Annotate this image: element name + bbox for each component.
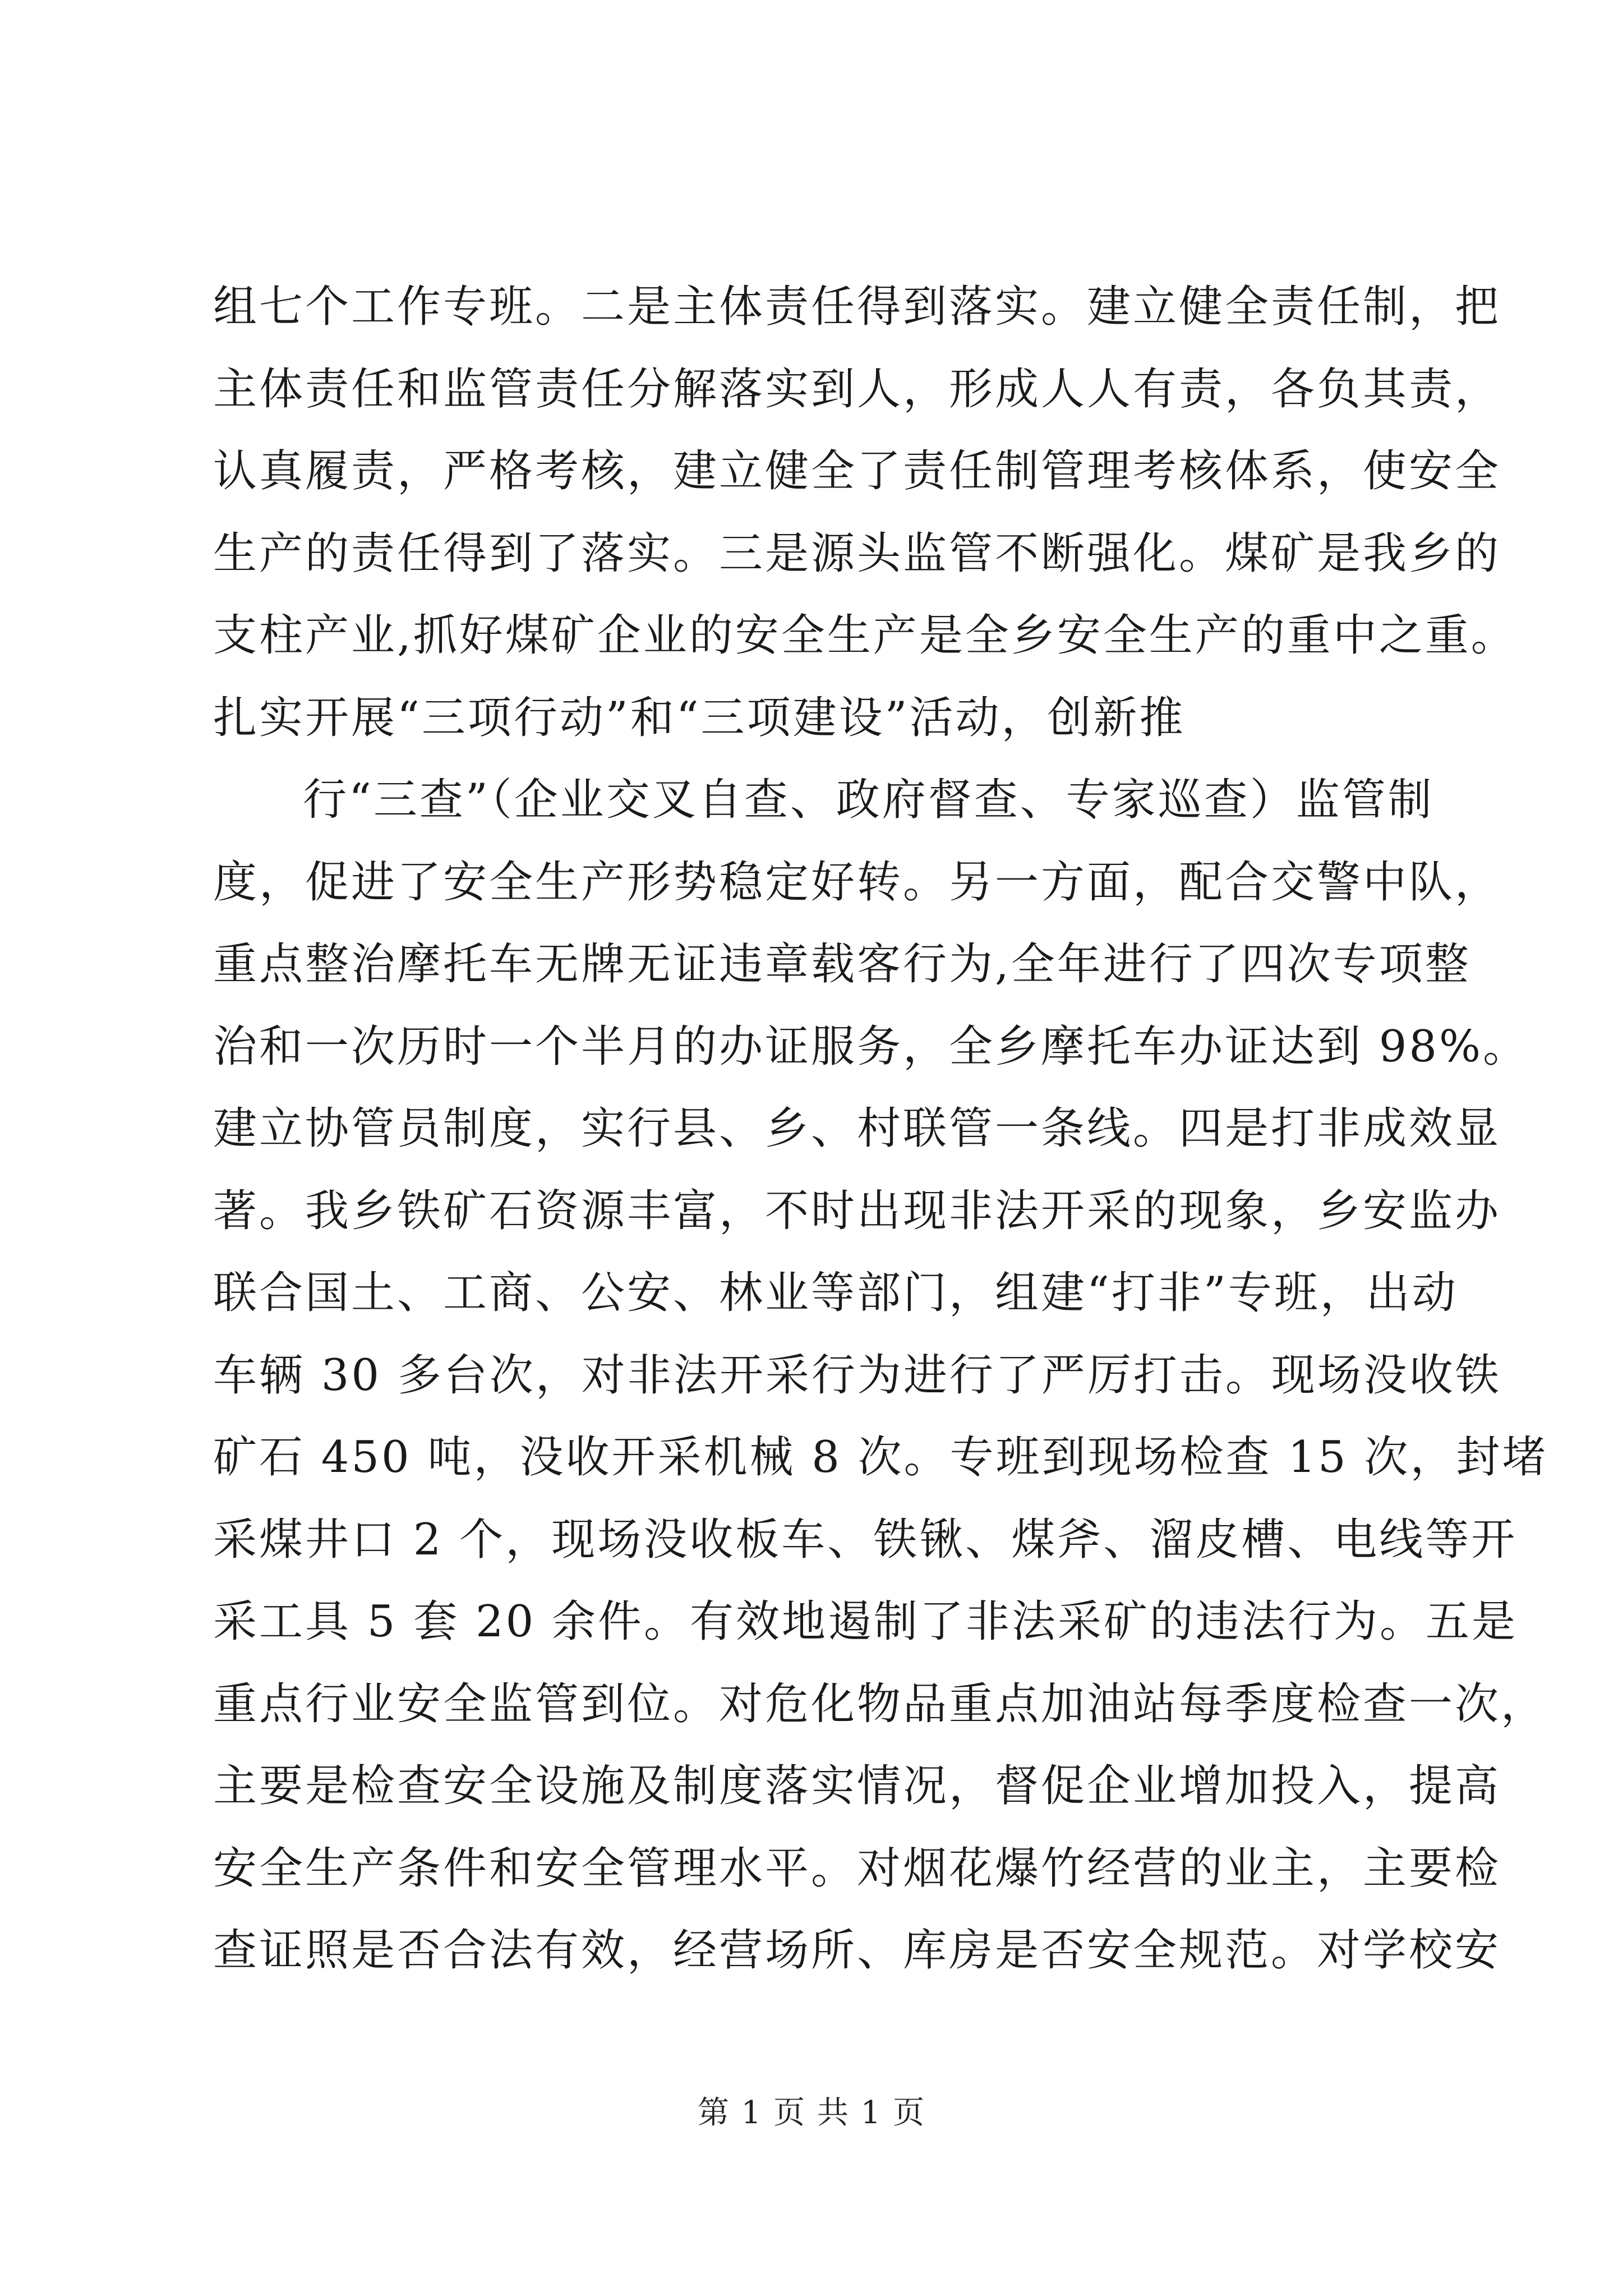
- text-line: 认真履责，严格考核，建立健全了责任制管理考核体系，使安全: [213, 446, 1501, 496]
- text-line: 采工具 5 套 20 余件。有效地遏制了非法采矿的违法行为。五是: [213, 1596, 1518, 1647]
- page-number-footer: 第 1 页 共 1 页: [697, 2095, 926, 2131]
- text-line: 主体责任和监管责任分解落实到人，形成人人有责，各负其责，: [213, 364, 1501, 415]
- body-text: [213, 266, 1548, 1992]
- text-line: 重点行业安全监管到位。对危化物品重点加油站每季度检查一次，: [213, 1678, 1547, 1729]
- text-line: 矿石 450 吨，没收开采机械 8 次。专班到现场检查 15 次，封堵: [213, 1432, 1548, 1483]
- text-line: 治和一次历时一个半月的办证服务，全乡摩托车办证达到 98%。: [213, 1021, 1529, 1072]
- text-line: 组七个工作专班。二是主体责任得到落实。建立健全责任制，把: [213, 282, 1501, 332]
- text-line: 建立协管员制度，实行县、乡、村联管一条线。四是打非成效显: [213, 1103, 1501, 1154]
- text-line: 著。我乡铁矿石资源丰富，不时出现非法开采的现象，乡安监办: [213, 1185, 1501, 1236]
- text-line: 扎实开展“三项行动”和“三项建设”活动，创新推: [213, 692, 1186, 743]
- text-line: 查证照是否合法有效，经营场所、库房是否安全规范。对学校安: [213, 1925, 1501, 1976]
- text-line: 主要是检查安全设施及制度落实情况，督促企业增加投入，提高: [213, 1761, 1501, 1811]
- text-line: 生产的责任得到了落实。三是源头监管不断强化。煤矿是我乡的: [213, 528, 1501, 579]
- text-line: 联合国土、工商、公安、林业等部门，组建“打非”专班，出动: [213, 1268, 1458, 1318]
- text-line: 重点整治摩托车无牌无证违章载客行为,全年进行了四次专项整: [213, 939, 1471, 990]
- text-line: 安全生产条件和安全管理水平。对烟花爆竹经营的业主，主要检: [213, 1843, 1501, 1894]
- text-line: 车辆 30 多台次，对非法开采行为进行了严厉打击。现场没收铁: [213, 1350, 1501, 1401]
- text-line: 采煤井口 2 个，现场没收板车、铁锹、煤斧、溜皮槽、电线等开: [213, 1514, 1518, 1565]
- text-line: 支柱产业,抓好煤矿企业的安全生产是全乡安全生产的重中之重。: [213, 610, 1517, 661]
- text-line: 度，促进了安全生产形势稳定好转。另一方面，配合交警中队，: [213, 857, 1501, 908]
- text-line-indented: 行“三查”（企业交叉自查、政府督查、专家巡查）监管制: [303, 775, 1434, 825]
